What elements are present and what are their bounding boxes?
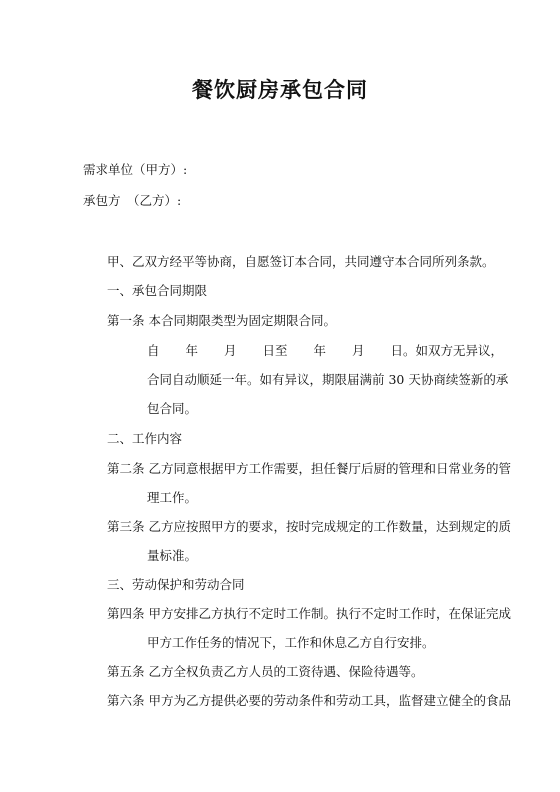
article-4-line-1: 第四条 甲方安排乙方执行不定时工作制。执行不定时工作时，在保证完成 (107, 606, 511, 621)
article-5-line-1: 第五条 乙方全权负责乙方人员的工资待遇、保险待遇等。 (107, 664, 424, 679)
section-heading-work: 二、工作内容 (107, 431, 183, 446)
article-3-line-1: 第三条 乙方应按照甲方的要求，按时完成规定的工作数量，达到规定的质 (107, 519, 511, 534)
article-1-line-3: 合同自动顺延一年。如有异议，期限届满前 30 天协商续签新的承 (147, 372, 509, 387)
date-part-from: 自 (147, 343, 160, 358)
article-1-date-line (147, 343, 503, 359)
article-6-line-1: 第六条 甲方为乙方提供必要的劳动条件和劳动工具，监督建立健全的食品 (107, 693, 511, 708)
intro-paragraph: 甲、乙双方经平等协商，自愿签订本合同，共同遵守本合同所列条款。 (107, 254, 495, 269)
date-part-day-to: 日至 (262, 343, 288, 358)
article-2-line-1: 第二条 乙方同意根据甲方工作需要，担任餐厅后厨的管理和日常业务的管 (107, 461, 511, 476)
document-title: 餐饮厨房承包合同 (192, 77, 368, 102)
article-4-line-2: 甲方工作任务的情况下，工作和休息乙方自行安排。 (147, 635, 435, 650)
date-part-day-end: 日。如双方无异议， (390, 343, 504, 358)
party-a-line (83, 162, 187, 178)
date-part-month-1: 月 (224, 343, 237, 358)
article-1-line-4: 包合同。 (147, 401, 198, 416)
article-1-line-1: 第一条 本合同期限类型为固定期限合同。 (107, 313, 336, 328)
party-a-label: 需求单位（甲方）: (83, 162, 188, 177)
date-part-year-1: 年 (185, 343, 199, 358)
party-b-label: 承包方 (83, 193, 121, 208)
date-part-month-2: 月 (352, 343, 365, 358)
section-heading-labor: 三、劳动保护和劳动合同 (107, 577, 245, 592)
party-b-suffix: （乙方）: (127, 193, 182, 208)
article-3-line-2: 量标准。 (147, 548, 198, 563)
article-2-line-2: 理工作。 (147, 490, 198, 505)
section-heading-term: 一、承包合同期限 (107, 283, 208, 298)
party-b-line (83, 193, 181, 209)
date-part-year-2: 年 (313, 343, 327, 358)
